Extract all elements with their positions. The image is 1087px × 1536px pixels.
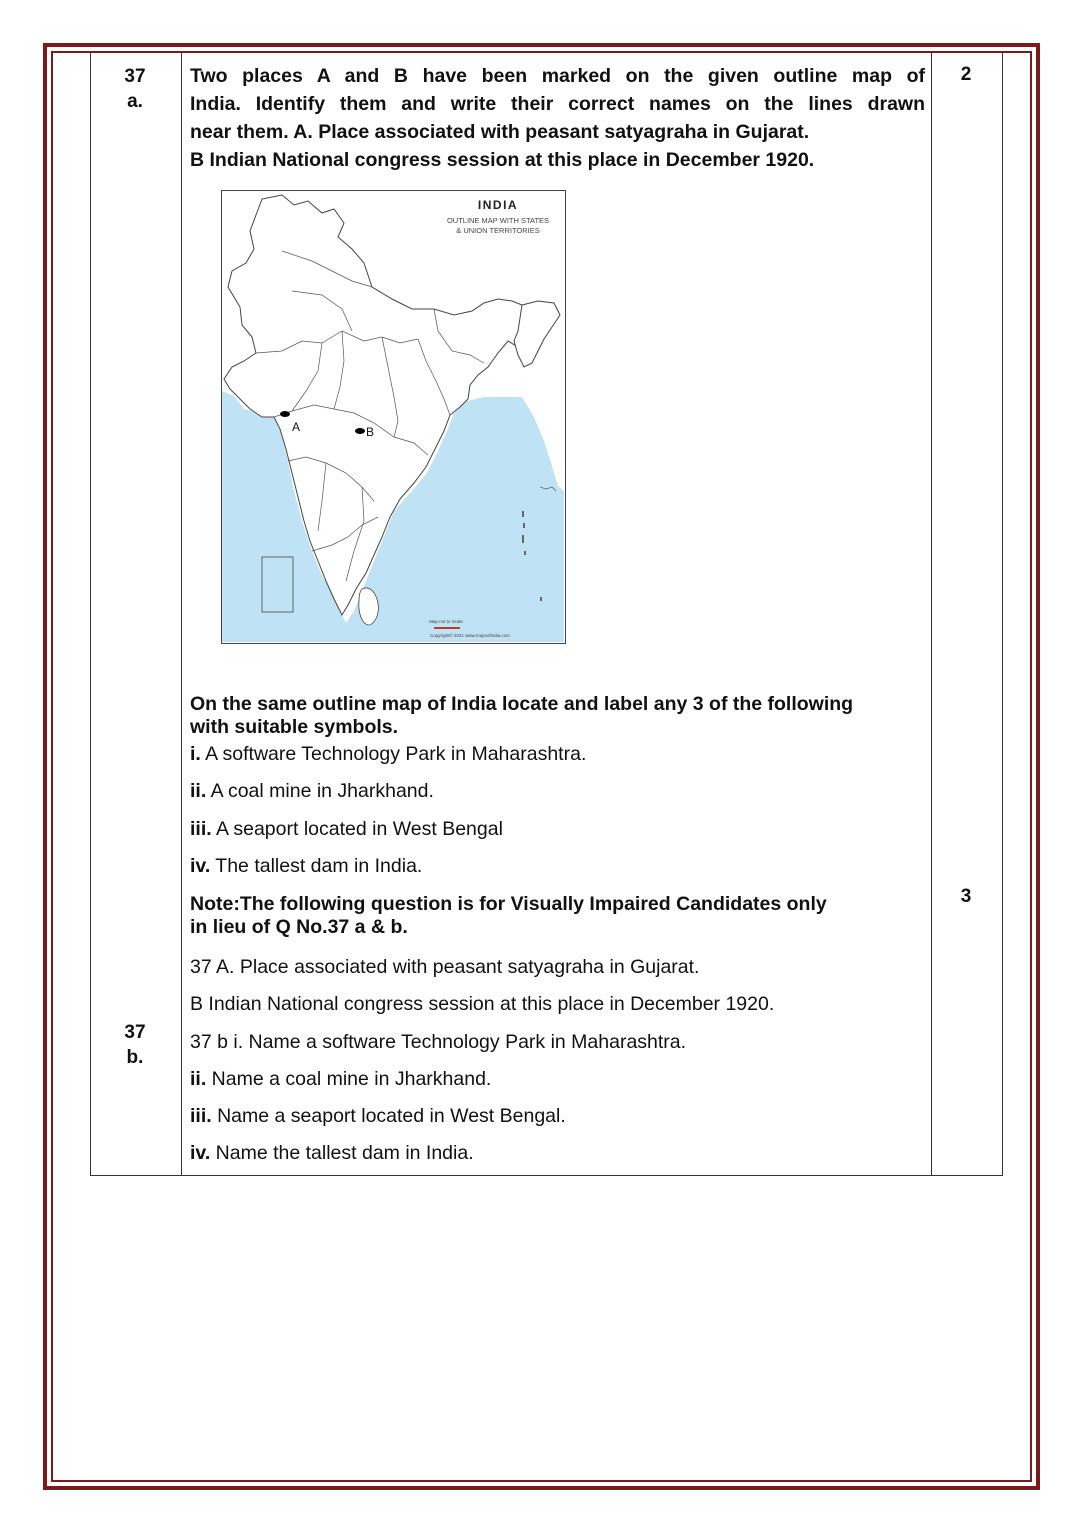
copyright-note: Copyright© 2021 www.mapsofindia.com bbox=[430, 633, 510, 638]
item-text: B Indian National congress session at this place in December 1920. bbox=[190, 993, 775, 1015]
item-text: A coal mine in Jharkhand. bbox=[206, 780, 434, 802]
question-37a-text bbox=[190, 62, 925, 174]
question-line: Two places A and B have been marked on the given outline map of bbox=[190, 65, 925, 87]
item-text: A seaport located in West Bengal bbox=[211, 818, 503, 840]
map-title: INDIA bbox=[477, 198, 519, 212]
vi-item bbox=[190, 1067, 491, 1091]
question-number-37b bbox=[90, 1020, 180, 1070]
marks-37b: 3 bbox=[960, 886, 972, 907]
marker-b-dot bbox=[355, 428, 365, 434]
vi-item bbox=[190, 955, 699, 979]
item-number: ii. bbox=[190, 780, 207, 802]
item-text: 37 b i. Name a software Technology Park in Maharashtra. bbox=[190, 1031, 687, 1053]
instruction-line: On the same outline map of India locate and label any 3 of the following bbox=[190, 693, 854, 715]
question-sub-label: b. bbox=[126, 1047, 144, 1068]
marker-a-label: A bbox=[292, 420, 301, 434]
list-item bbox=[190, 742, 586, 766]
item-text: Name the tallest dam in India. bbox=[210, 1142, 474, 1164]
vi-item bbox=[190, 1141, 474, 1165]
list-item bbox=[190, 817, 503, 841]
vi-item bbox=[190, 992, 774, 1016]
item-number: iii. bbox=[190, 818, 212, 840]
note-line: Note:The following question is for Visually Impaired Candidates only bbox=[190, 893, 827, 915]
instruction-line: with suitable symbols. bbox=[190, 716, 399, 738]
list-item bbox=[190, 779, 434, 803]
item-text: Name a coal mine in Jharkhand. bbox=[206, 1068, 492, 1090]
marker-b-label: B bbox=[366, 425, 375, 439]
column-divider bbox=[931, 52, 932, 1175]
question-sub-label: a. bbox=[127, 91, 143, 112]
question-number: 37 bbox=[124, 1022, 146, 1043]
item-text: The tallest dam in India. bbox=[210, 855, 423, 877]
item-text: A software Technology Park in Maharashtra. bbox=[200, 743, 587, 765]
question-line: B Indian National congress session at this place in December 1920. bbox=[190, 149, 815, 171]
map-subtitle-1: OUTLINE MAP WITH STATES bbox=[446, 216, 550, 225]
scale-note: Map not to Scale bbox=[429, 619, 463, 624]
map-svg bbox=[222, 191, 564, 642]
item-text: 37 A. Place associated with peasant satyagraha in Gujarat. bbox=[190, 956, 700, 978]
question-line: India. Identify them and write their correct names on the lines drawn bbox=[190, 93, 925, 115]
vi-note bbox=[190, 893, 925, 939]
india-outline-map bbox=[221, 190, 566, 644]
item-number: iv. bbox=[190, 855, 211, 877]
list-item bbox=[190, 854, 422, 878]
question-number: 37 bbox=[124, 66, 146, 87]
item-number: ii. bbox=[190, 1068, 207, 1090]
question-number-37a bbox=[90, 64, 180, 114]
note-line: in lieu of Q No.37 a & b. bbox=[190, 916, 408, 938]
marker-a-dot bbox=[280, 411, 290, 417]
vi-item bbox=[190, 1104, 566, 1128]
scale-bar bbox=[434, 627, 460, 629]
item-number: i. bbox=[190, 743, 201, 765]
vi-item bbox=[190, 1030, 686, 1054]
item-number: iii. bbox=[190, 1105, 212, 1127]
map-instruction bbox=[190, 693, 925, 739]
marks-37a: 2 bbox=[960, 64, 972, 85]
map-subtitle-2: & UNION TERRITORIES bbox=[456, 226, 540, 235]
item-text: Name a seaport located in West Bengal. bbox=[211, 1105, 566, 1127]
question-line: near them. A. Place associated with peasant satyagraha in Gujarat. bbox=[190, 121, 810, 143]
column-divider bbox=[181, 52, 182, 1175]
item-number: iv. bbox=[190, 1142, 211, 1164]
